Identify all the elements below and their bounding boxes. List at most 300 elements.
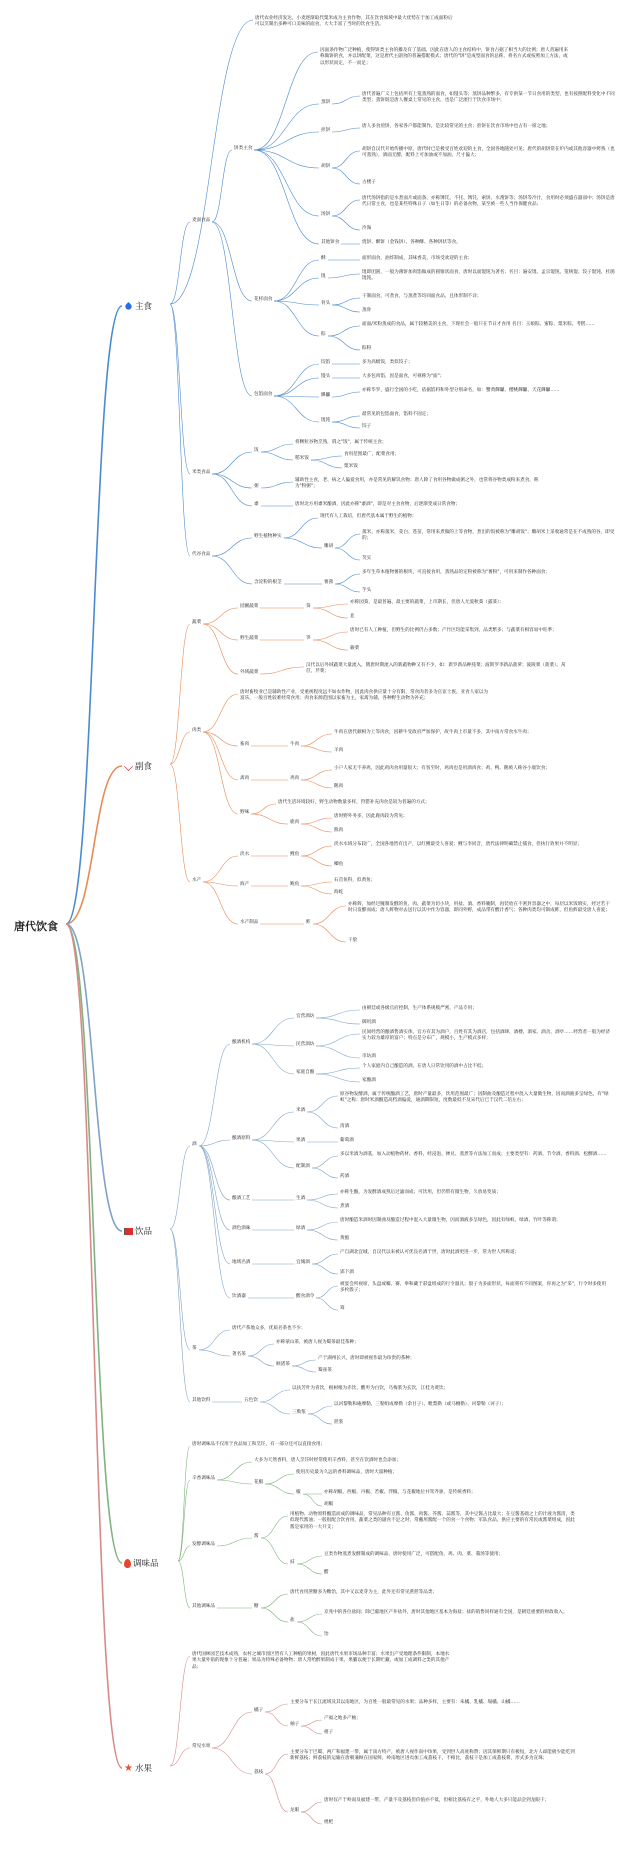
node-topic[interactable]: 蔬菜 [192, 620, 202, 625]
node-connector [297, 1622, 322, 1636]
node-connector [261, 1516, 288, 1538]
node-connector [307, 1096, 338, 1112]
node-connector [301, 882, 332, 886]
node-topic[interactable]: 麦面食品 [192, 218, 211, 223]
node-description: 唐代普遍广义上包括所有上笼蒸熟的面食，如馒头等；蒸饼品种繁多，有专供某一节日食用的类型，也有按照配料变化中不同类型；蒸饼既是唐人餐桌上常见的主食，也是广泛流行于饮食市场中； [362, 92, 615, 104]
node-topic[interactable]: 韭 [350, 614, 355, 619]
node-description: 以诃黎勒和庵摩勒、三勒组成摩勒（余甘子）、毗梨勒（或马檀勒）、诃黎勒（诃子）； [334, 1402, 507, 1407]
node-connector [301, 1812, 322, 1824]
node-topic[interactable]: 蔗浆 [334, 1420, 344, 1425]
node-description: 唐代汤饼指的是水煮面片或面条，亦称馎饦、不托、馎饦、索饼、水溲饼等；汤饼等冷汁，食用时必须盛在器皿中；汤饼是唐代日常主食，也是某些特殊日子（如生日等）的必备食物，某至被一些人当作保健食品； [362, 196, 615, 208]
node-topic[interactable]: 蒸骨 [362, 308, 372, 313]
node-connector [335, 574, 360, 584]
node-connector [199, 1350, 230, 1356]
node-connector [301, 846, 332, 856]
node-connector [254, 150, 319, 244]
node-connector [335, 548, 360, 560]
node-connector [261, 452, 293, 460]
node-topic[interactable]: 市坊酒 [362, 1054, 376, 1059]
node-topic[interactable]: 古楼子 [362, 180, 376, 185]
node-topic[interactable]: 园圃蔬菜 [240, 604, 259, 609]
node-topic[interactable]: 汤饼 [321, 212, 331, 217]
node-topic[interactable]: 清酒 [340, 1124, 350, 1129]
node-topic[interactable]: 野生蔬菜 [240, 636, 259, 641]
node-description: 以扶芳叶为青饮，根树根为赤饮，酸枣为白饮，乌梅浆为玄饮，江桂为黄饮； [292, 1386, 449, 1391]
node-connector [313, 608, 348, 618]
node-topic[interactable]: 包馅面食 [254, 392, 273, 397]
node-description: 胡饼自汉代开始传播中原，唐代时已是极受百姓欢迎的主食，全国各地随处可见；唐代的胡饼常在炉内或其他容器中烤熟（也可蒸熟），酒面无酵，配料上可加油或不加油，尺寸偏大； [362, 147, 615, 159]
node-topic[interactable]: 鸡肉 [290, 776, 300, 781]
node-topic[interactable]: 地域名酒 [232, 1260, 251, 1265]
category-fushi[interactable]: 副食 [124, 760, 152, 772]
node-topic[interactable]: 饼类主食 [234, 146, 253, 151]
node-connector [335, 584, 360, 592]
node-topic[interactable]: 官营酒坊 [296, 1014, 315, 1019]
node-connector [203, 882, 238, 886]
node-topic[interactable]: 薯蓣 [324, 580, 334, 585]
node-connector [313, 640, 348, 650]
node-connector [254, 52, 318, 150]
node-topic[interactable]: 宜城酒 [296, 1260, 310, 1265]
node-description: 产自湖北宜城，自汉代以来被认可优良名酒于世，唐时此酒更进一步，常为世人所称道； [340, 1250, 520, 1255]
node-topic[interactable]: 葵 [306, 604, 311, 609]
node-topic[interactable]: 家庭自酿 [296, 1070, 315, 1075]
node-description: 亦称园葵，是最普遍、最主要的蔬菜，上市期长，但唐人尤爱秋葵（露葵）； [350, 600, 504, 605]
node-connector [199, 1146, 230, 1298]
node-topic[interactable]: 海蛇 [334, 890, 344, 895]
node-connector [284, 518, 318, 538]
node-connector [170, 1229, 190, 1350]
node-description: 干制面食，可煮食，与蒸煮等均同面食品，且体形制不详； [362, 294, 482, 299]
node-connector [284, 538, 322, 548]
category-tiaoweipin[interactable]: 调味品 [124, 1557, 159, 1569]
node-connector [178, 1480, 190, 1561]
node-topic[interactable]: 配制酒 [296, 1164, 310, 1169]
node-description: 大多包肉馅，因是面食，可视称为"面"； [362, 374, 445, 379]
node-description: 由朝廷或各级官府控制，生产体系规模严密，产品专用； [362, 1006, 477, 1011]
node-connector [303, 1494, 322, 1506]
node-connector [170, 1146, 190, 1229]
node-description: 京兆中的各位盐间；除已葡地区产井盐外，唐时其他地区基本为海盐；盐的销售同样通有全国，是朝廷重要的财政收入； [324, 1610, 568, 1615]
node-topic[interactable]: 饆饠 [321, 393, 331, 398]
node-connector [332, 151, 360, 168]
node-connector [260, 1390, 290, 1402]
node-connector [312, 1156, 338, 1168]
node-topic[interactable]: 酒 [192, 1142, 197, 1147]
node-topic[interactable]: 饺馅 [321, 360, 331, 365]
node-connector [254, 104, 319, 150]
node-connector [260, 667, 304, 674]
node-topic[interactable]: 家酿酒 [362, 1078, 376, 1083]
node-topic[interactable]: 含淀粉的根茎 [254, 580, 282, 585]
node-connector [212, 1748, 252, 1774]
node-topic[interactable]: 粥 [254, 484, 259, 489]
node-description: 面面/米粉蒸成的食品，属于较精美的主食，下现社会一般只在节日才食用 名目：玉娘粽、蜜粽、粟米粽、考糕…… [362, 322, 595, 327]
node-connector [261, 1538, 288, 1564]
node-description: 唐时调味品不仅用于食品加工和烹饪，有一部分还可以直接食用； [192, 1442, 326, 1447]
node-connector [307, 1230, 338, 1240]
node-connector [260, 1402, 290, 1414]
node-connector [212, 150, 232, 222]
node-topic[interactable]: 野味 [240, 810, 250, 815]
node-connector [335, 534, 360, 548]
node-topic[interactable]: 煮酒 [340, 1204, 350, 1209]
node-connector [203, 882, 238, 924]
node-topic[interactable]: 胡椒 [324, 1502, 334, 1507]
node-topic[interactable]: 盐 [290, 1618, 295, 1623]
node-description: 面形面食，油炸制成，其味香美，市场受欢迎的主食； [362, 256, 473, 261]
node-description: 多以米酒为酒基，加入动植物药材、香料，经浸泡、掺兑、蒸煮等方法加工而成；主要类型有：药酒、节令酒、香料酒、松醪酒…… [340, 1152, 607, 1157]
node-topic[interactable]: 生酒 [296, 1196, 306, 1201]
node-topic[interactable]: 外域蔬菜 [240, 670, 259, 675]
category-connector [66, 924, 122, 1231]
node-description: 多为高级饭，类似饺子； [362, 360, 413, 365]
node-connector [301, 770, 332, 780]
node-connector [265, 1704, 288, 1712]
node-connector [301, 824, 332, 832]
node-connector [212, 1712, 252, 1748]
node-topic[interactable]: 辛香调味品 [192, 1476, 215, 1481]
node-topic[interactable]: 筹 [340, 1306, 345, 1311]
node-connector [212, 538, 252, 556]
node-connector [332, 422, 360, 428]
node-topic[interactable]: 其他饮料 [192, 1398, 211, 1403]
node-topic[interactable]: 豉 [290, 1560, 295, 1565]
flag-icon [124, 1228, 133, 1235]
node-topic[interactable]: 畜肉 [240, 742, 250, 747]
node-description: 现代有人工栽培，但唐代基本属于野生的植物； [320, 514, 417, 519]
node-connector [328, 274, 360, 278]
fire-icon [124, 1559, 131, 1568]
node-topic[interactable]: 鲫鱼 [334, 862, 344, 867]
node-description: 食用范围最广，配菜食用； [344, 452, 400, 457]
node-description: 因面条作物广泛种植，使得饼类主食的播及有了基础。因此在唐人的主食结构中，饼食占据了相当大的比例；唐人普遍用来称做饼的食，并以饼配菜，这是唐代主副食的普遍搭配模式；唐代的"饼"是成型面食的总称，将名方式或按照加工方法，或以形状而定，不一而足； [320, 48, 569, 66]
node-connector [212, 556, 252, 584]
node-description: 民间经营的酿酒售酒实体，官方有其为酒户，百姓有其为酒店，包括酒肆、酒楼、酒家、酒舍、酒亭……经营者一般为经济实力较为雄厚的富户；特点是分布广，规模小，生产模式多样； [362, 1030, 611, 1042]
node-description: 主要分布于巴蜀、两广和福建一带，属于南方特产，被唐人视作南中珍果，受到世人高度称赞；因其保鲜期只有极短，北方人却能极少能吃到新鲜荔枝；鲜荔枝的运输在唐朝兼顾在国家鲜，岭南地区进贡加工成荔枝干，不相比，荔枝干是加工成荔枝膏、形式多为宣珠； [290, 1750, 575, 1762]
category-yinpin[interactable]: 饮品 [124, 1225, 152, 1237]
node-connector [332, 200, 360, 216]
node-topic[interactable]: 稻米饭 [295, 456, 309, 461]
node-connector [307, 1222, 338, 1230]
node-topic[interactable]: 酱 [254, 1534, 259, 1539]
node-description: 菰米，亦称菰米，茭白、苍苗，常用来煮做的上等食物，煮出的饭被称为"雕胡饭"；雕胡米上采收通常是在不成熟的谷，即受的； [362, 530, 615, 542]
node-connector [316, 1018, 360, 1024]
node-connector [316, 1034, 360, 1046]
node-connector [199, 1146, 230, 1230]
node-topic[interactable]: 雕胡 [324, 544, 334, 549]
node-connector [301, 780, 332, 788]
node-connector [254, 132, 319, 150]
node-description: 多年生草本植物薯的根块，可直接食用，蒸熟品的定粉被称为"薯粉"，可用来制作各种面食； [362, 570, 550, 575]
node-description: 辅助性主食，老、病之人偏爱食用，亦是常见的解饥食物；唐人除了食用谷物做成粥之外，也常将谷物类成粉来煮食，称为"粉粥"； [295, 478, 539, 490]
node-description: 被宴会所视席，头盘或噱、赛、拳和藏于彩盘组成的行令器具；骰子为多面形状，每面刻有不同图案，你再之为"采"，行令时多使用多枚骰子； [340, 1282, 607, 1294]
node-connector [217, 1538, 252, 1546]
node-topic[interactable]: 鹿肉 [290, 820, 300, 825]
node-description: 亦称生酿，为发酵酒成熟后过滤而成；可饮用，但仍带有微生物，久放易变质； [340, 1190, 501, 1195]
node-connector [312, 1168, 338, 1178]
node-topic[interactable]: 粟米饭 [344, 464, 358, 469]
node-connector [301, 746, 332, 752]
node-connector [274, 278, 319, 301]
node-topic[interactable]: 禽肉 [240, 776, 250, 781]
node-description: 唐代生活环境较好，野生动物数量多样，狩猎补充肉食是较为普遍的方式； [278, 800, 430, 805]
node-topic[interactable]: 代谷食品 [192, 552, 211, 557]
node-topic[interactable]: 著名茶 [232, 1352, 246, 1357]
node-connector [297, 1556, 322, 1564]
node-connector [203, 856, 238, 882]
node-description: 石首鱼科，似黄鱼； [334, 878, 376, 883]
node-connector [178, 1446, 190, 1561]
node-connector [316, 1010, 360, 1018]
node-description: 小户人家无不养鸡，因此鸡肉食用量很大；有客至时，鸡肉也是用酒肉食；鸡、鸭、鹅被人称谷小康饮食； [334, 766, 550, 771]
category-connector [66, 924, 122, 1768]
node-connector [199, 1146, 230, 1264]
node-connector [170, 304, 190, 556]
node-description: 牛肉在唐代颇相为上等肉食，因耕牛受政府严加保护，故牛肉上市量不多，其中南方常食水牛肉； [334, 730, 532, 735]
node-description: 烧饼、酥饼（金钱饼）、各种酥、各种饼状等食。 [362, 240, 461, 245]
category-connector [66, 924, 122, 1563]
node-connector [203, 624, 238, 640]
node-topic[interactable]: 野生植物种实 [254, 534, 282, 539]
node-topic[interactable]: 米酒 [296, 1108, 306, 1113]
node-topic[interactable]: 米类食品 [192, 470, 211, 475]
node-connector [274, 301, 319, 305]
node-connector [203, 608, 238, 624]
node-topic[interactable]: 荔枝 [254, 1770, 264, 1775]
node-description: 将颗粒谷物烹熟，谓之"饭"，属于传统主食； [295, 440, 387, 445]
node-connector [254, 150, 319, 168]
node-topic[interactable]: 粽 [321, 332, 326, 337]
node-connector [316, 1298, 338, 1310]
node-connector [217, 1462, 252, 1480]
node-topic[interactable]: 笋 [306, 636, 311, 641]
node-topic[interactable]: 黍 [254, 502, 259, 507]
node-connector [301, 886, 332, 894]
node-topic[interactable]: 胡饼 [321, 164, 331, 169]
node-connector [274, 260, 319, 301]
node-connector [170, 1748, 190, 1766]
node-topic[interactable]: 鹅肉 [334, 784, 344, 789]
node-topic[interactable]: 醋 [324, 1570, 329, 1575]
node-connector [252, 1112, 294, 1140]
node-connector [252, 1140, 294, 1168]
node-topic[interactable]: 葡萄酒 [340, 1138, 354, 1143]
node-connector [274, 301, 319, 336]
node-connector [265, 1754, 288, 1774]
node-topic[interactable]: 柚子 [290, 1722, 300, 1727]
node-topic[interactable]: 骨头 [321, 301, 331, 306]
node-topic[interactable]: 水产制品 [240, 920, 259, 925]
node-connector [170, 624, 190, 764]
node-connector [212, 474, 252, 506]
node-description: 唐时仅产于岭南及福建一带，产量不及荔枝但价值亦不低，但相比荔枝有之平，外地人大多只能品尝到龙眼干； [324, 1798, 550, 1803]
node-connector [292, 1360, 316, 1366]
node-topic[interactable]: 橘子 [254, 1708, 264, 1713]
node-topic[interactable]: 酥 [321, 256, 326, 261]
node-topic[interactable]: 顾渚茶 [276, 1362, 290, 1367]
node-connector [178, 1561, 190, 1608]
node-topic[interactable]: 饮酒器 [232, 1294, 246, 1299]
node-topic[interactable]: 鲤鱼 [290, 852, 300, 857]
node-description: 最常见的包馅面食，馅料不固定； [362, 412, 431, 417]
node-connector [313, 604, 348, 608]
node-description: 亦称蒙山茶，被唐人视为蜀茶最佳茶种； [276, 1340, 359, 1345]
node-connector [307, 1200, 338, 1208]
node-connector [261, 482, 293, 488]
node-description: 唐代产茶地众多，优质名茶也不少； [232, 1326, 306, 1331]
node-description: 唐时野外务多，因此鹿肉较为常见； [334, 814, 408, 819]
node-connector [313, 906, 346, 924]
node-connector [313, 924, 346, 942]
node-connector [332, 168, 360, 184]
node-topic[interactable]: 花样面食 [254, 297, 273, 302]
node-connector [316, 1074, 360, 1082]
node-topic[interactable]: 鲊 [306, 920, 311, 925]
node-topic[interactable]: 枇杷 [324, 1820, 334, 1825]
node-topic[interactable]: 羊肉 [334, 748, 344, 753]
node-topic[interactable]: 肉类 [192, 728, 202, 733]
node-description: 用植物、动物原料酿造而成的调味品，常见品种有豆酱、鱼酱、肉酱、芥酱、蒜酱等，其中豆酱占比最大；在豆酱基础之上的汁液为酱清，类似现代酱油；一般很配合饮食用，蔬菜之类的副食不足之时，常蘸用酱配一个的食一个食物；军队食品，供应主要的有常民或酱菜组成，因此酱是家用的一大开支； [290, 1512, 575, 1530]
node-connector [199, 1146, 230, 1200]
node-topic[interactable]: 粽粉 [362, 346, 372, 351]
node-connector [332, 305, 360, 312]
node-connector [301, 734, 332, 746]
node-connector [311, 460, 342, 468]
node-topic[interactable]: 熊肉 [334, 828, 344, 833]
node-topic[interactable]: 酸食酒令 [296, 1294, 315, 1299]
node-description: 唐时畜牧业已是辅助性产业，受重视程度远不如农作物，因此肉食供应量十分有限，常食肉者多为官宦士族，亚食人家以为富乐，一般百姓较难经常食用；肉食来源范围以家畜为主，家禽为辅，各种野生动物为补充； [240, 690, 489, 702]
node-topic[interactable]: 冷淘 [362, 226, 372, 231]
node-description: 豆类作物蒸煮发酵制成的调味品，唐时使用广泛，可搭配鱼、鸡、肉、菜、羹汤等使用； [324, 1552, 504, 1557]
node-description: 汉代以后外域蔬菜大量流入，隋唐时期流入的新蔬物种又有不少，如：新罗新品种莼菜；波斯罗李新品菠萝；波陵菜（菠菜）、莴苣、芹菜； [306, 663, 566, 675]
node-topic[interactable]: 椒 [296, 1490, 301, 1495]
node-topic[interactable]: 海产 [240, 882, 250, 887]
node-topic[interactable]: 龙眼 [290, 1808, 300, 1813]
node-topic[interactable]: 馄 [321, 274, 326, 279]
node-description: 主要分布于长江流域及其以南地区，为百姓一般最常见的水果；品种多样，主要有：朱橘、乳橘、塌橘、山橘…… [290, 1700, 520, 1705]
node-connector [301, 818, 332, 824]
node-topic[interactable]: 芡实 [362, 556, 372, 561]
node-connector [301, 1726, 322, 1734]
node-connector [332, 96, 360, 104]
node-connector [312, 1264, 338, 1274]
node-topic[interactable]: 药酒 [340, 1174, 350, 1179]
node-topic[interactable]: 饭 [254, 448, 259, 453]
node-topic[interactable]: 花椒 [254, 1480, 264, 1485]
node-connector [217, 1480, 252, 1484]
node-connector [212, 452, 252, 474]
node-topic[interactable]: 其他饼食 [321, 240, 340, 245]
node-topic[interactable]: 鲍鱼 [290, 882, 300, 887]
node-topic[interactable]: 果酒 [296, 1138, 306, 1143]
node-connector [332, 128, 360, 132]
node-connector [308, 1406, 332, 1414]
node-connector [316, 1068, 360, 1074]
node-topic[interactable]: 水产 [192, 878, 202, 883]
node-topic[interactable]: 郢下酒 [340, 1270, 354, 1275]
node-topic[interactable]: 黄醅 [340, 1236, 350, 1241]
node-topic[interactable]: 发酵调味品 [192, 1542, 215, 1547]
node-topic[interactable]: 民营酒坊 [296, 1042, 315, 1047]
node-connector [170, 20, 253, 304]
category-connector [66, 306, 122, 924]
node-description: 大多为天然香料，唐人烹饪时经常使用辛香料，甚至在饮酒时也会添加； [254, 1458, 402, 1463]
node-connector [170, 1656, 190, 1766]
node-connector [212, 474, 252, 488]
node-description: 唐人多食煎饼，各家各户都能制作，是比较常见的主食；煎饼在饮食市场中也占有一席之地； [362, 124, 551, 129]
node-connector [274, 378, 319, 396]
node-topic[interactable]: 其他调味品 [192, 1604, 215, 1609]
node-connector [328, 336, 360, 350]
node-connector [316, 1046, 360, 1058]
node-connector [203, 732, 238, 746]
node-topic[interactable]: 茶 [192, 1346, 197, 1351]
node-connector [212, 222, 252, 396]
node-topic[interactable]: 御用酒 [362, 1020, 376, 1025]
node-connector [301, 856, 332, 866]
node-topic[interactable]: 糖 [254, 1604, 259, 1609]
node-topic[interactable]: 芋头 [362, 588, 372, 593]
node-connector [203, 694, 238, 732]
category-shuiguo[interactable]: ★ 水果 [124, 1762, 152, 1774]
node-topic[interactable]: 柑子 [324, 1730, 334, 1735]
star-icon: ★ [124, 1762, 133, 1774]
node-topic[interactable]: 饴 [324, 1632, 329, 1637]
node-topic[interactable]: 饺子 [362, 424, 372, 429]
node-topic[interactable]: 馒头 [321, 374, 331, 379]
node-connector [248, 1344, 274, 1356]
node-connector [265, 1712, 288, 1726]
node-description: 产福之地多产柚； [324, 1716, 361, 1721]
node-connector [332, 416, 360, 422]
node-topic[interactable]: 常见水果 [192, 1744, 211, 1749]
node-topic[interactable]: 绿酒 [296, 1226, 306, 1231]
node-topic[interactable]: 三勒浆 [292, 1410, 306, 1415]
node-connector [332, 216, 360, 230]
node-topic[interactable]: 酿酒工艺 [232, 1196, 251, 1201]
node-connector [251, 814, 288, 824]
node-topic[interactable]: 五色饮 [244, 1398, 258, 1403]
node-topic[interactable]: 淡水 [240, 852, 250, 857]
node-topic[interactable]: 干脍 [348, 938, 358, 943]
node-topic[interactable]: 蒸饼 [321, 100, 331, 105]
root-topic: 唐代饮食 [14, 920, 58, 933]
node-topic[interactable]: 酒色酒味 [232, 1226, 251, 1231]
node-connector [265, 1484, 294, 1494]
node-topic[interactable]: 蕨菜 [350, 646, 360, 651]
node-topic[interactable]: 牛肉 [290, 742, 300, 747]
node-connector [203, 732, 238, 814]
node-connector [301, 1802, 322, 1812]
node-description: 亦称鲊，加经过腌制发酵的鱼、肉、蔬菜为切小块，用盐、酒、香料腌制，再装放在不密封容器之中，每层以米饭填实，经过若干时日发酵而成；唐人鲊物对去送行以其中作为容器，即同外野，成品带有酸汁香气；各种肉类均可制成鲊，但鱼鲊最受唐人喜爱； [348, 902, 610, 914]
node-topic[interactable]: 馄饨 [321, 418, 331, 423]
node-connector [274, 364, 319, 396]
node-description: 产于湖州长兴，唐时即被视作最为珍贵的茶种； [318, 1356, 415, 1361]
node-topic[interactable]: 蜀雀茶 [318, 1368, 332, 1373]
node-connector [203, 624, 238, 674]
node-topic[interactable]: 酿酒机构 [232, 1040, 251, 1045]
category-zhushi[interactable]: 主食 [124, 300, 152, 312]
node-connector [261, 1594, 288, 1608]
node-connector [254, 150, 319, 216]
node-topic[interactable]: 酿酒原料 [232, 1136, 251, 1141]
node-topic[interactable]: 煎饼 [321, 128, 331, 133]
node-connector [199, 1330, 230, 1350]
node-description: 使用历史最为久远的香料调味品，唐时大量种植； [296, 1470, 398, 1475]
node-connector [328, 326, 360, 336]
node-connector [301, 1720, 322, 1726]
